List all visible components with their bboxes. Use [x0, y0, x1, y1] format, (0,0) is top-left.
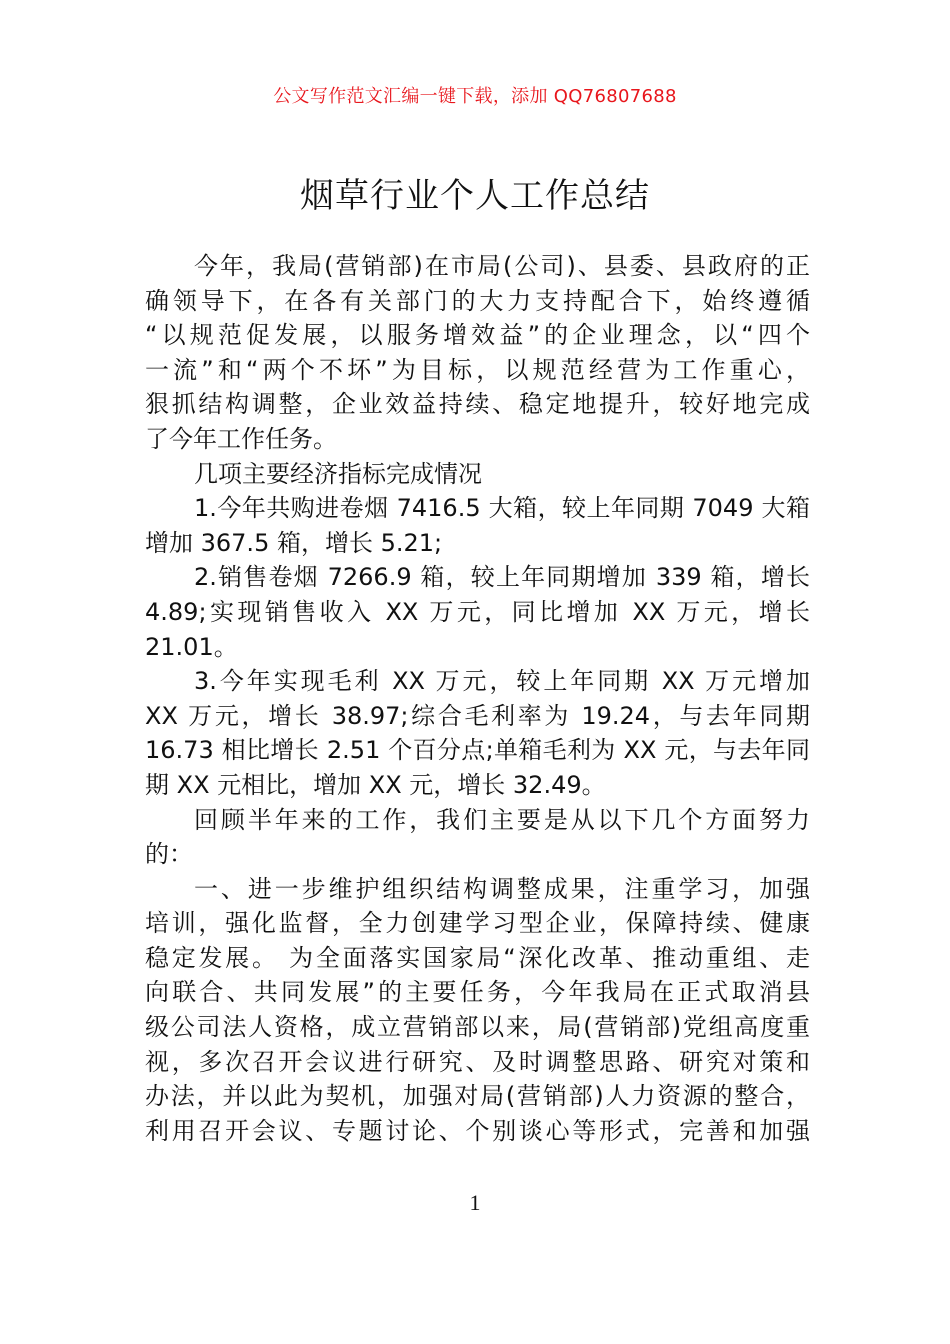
body-line: 狠抓结构调整，企业效益持续、稳定地提升，较好地完成 [145, 390, 810, 419]
page-title: 烟草行业个人工作总结 [300, 176, 650, 216]
body-line: 培训，强化监督，全力创建学习型企业，保障持续、健康 [145, 909, 810, 938]
body-line: 一、进一步维护组织结构调整成果，注重学习，加强 [194, 874, 810, 903]
body-line: 利用召开会议、专题讨论、个别谈心等形式，完善和加强 [145, 1116, 810, 1145]
body-line: 21.01。 [145, 632, 238, 661]
body-line: 了今年工作任务。 [145, 424, 337, 453]
page-number: 1 [469, 1190, 481, 1215]
body-line: 1.今年共购进卷烟 7416.5 大箱，较上年同期 7049 大箱 [194, 494, 810, 523]
download-watermark: 公文写作范文汇编一键下载，添加 QQ76807688 [273, 86, 677, 107]
body-line: “以规范促发展，以服务增效益”的企业理念，以“四个 [145, 321, 810, 350]
body-line: 办法，并以此为契机，加强对局(营销部)人力资源的整合， [145, 1082, 810, 1111]
body-line: 向联合、共同发展”的主要任务，今年我局在正式取消县 [145, 978, 810, 1007]
document-body [145, 249, 810, 1148]
body-line: 级公司法人资格，成立营销部以来，局(营销部)党组高度重 [145, 1013, 810, 1042]
body-line: 回顾半年来的工作，我们主要是从以下几个方面努力 [194, 805, 810, 834]
body-line: 今年，我局(营销部)在市局(公司)、县委、县政府的正 [194, 252, 810, 280]
section-heading: 几项主要经济指标完成情况 [194, 459, 482, 488]
body-line: 稳定发展。 为全面落实国家局“深化改革、推动重组、走 [145, 943, 810, 972]
body-line: 4.89;实现销售收入 XX 万元，同比增加 XX 万元，增长 [145, 597, 810, 626]
body-line: 的： [145, 840, 193, 869]
body-line: 3.今年实现毛利 XX 万元，较上年同期 XX 万元增加 [194, 667, 810, 696]
body-line: 增加 367.5 箱，增长 5.21; [145, 528, 443, 557]
body-line: 视，多次召开会议进行研究、及时调整思路、研究对策和 [145, 1047, 810, 1076]
body-line: 确领导下，在各有关部门的大力支持配合下，始终遵循 [145, 286, 810, 315]
body-line: 2.销售卷烟 7266.9 箱，较上年同期增加 339 箱，增长 [194, 563, 810, 592]
body-line: 一流”和“两个不坏”为目标，以规范经营为工作重心， [145, 355, 810, 384]
body-line: XX 万元，增长 38.97;综合毛利率为 19.24，与去年同期 [145, 701, 810, 730]
body-line: 期 XX 元相比，增加 XX 元，增长 32.49。 [145, 770, 606, 799]
body-line: 16.73 相比增长 2.51 个百分点;单箱毛利为 XX 元，与去年同 [145, 736, 810, 765]
